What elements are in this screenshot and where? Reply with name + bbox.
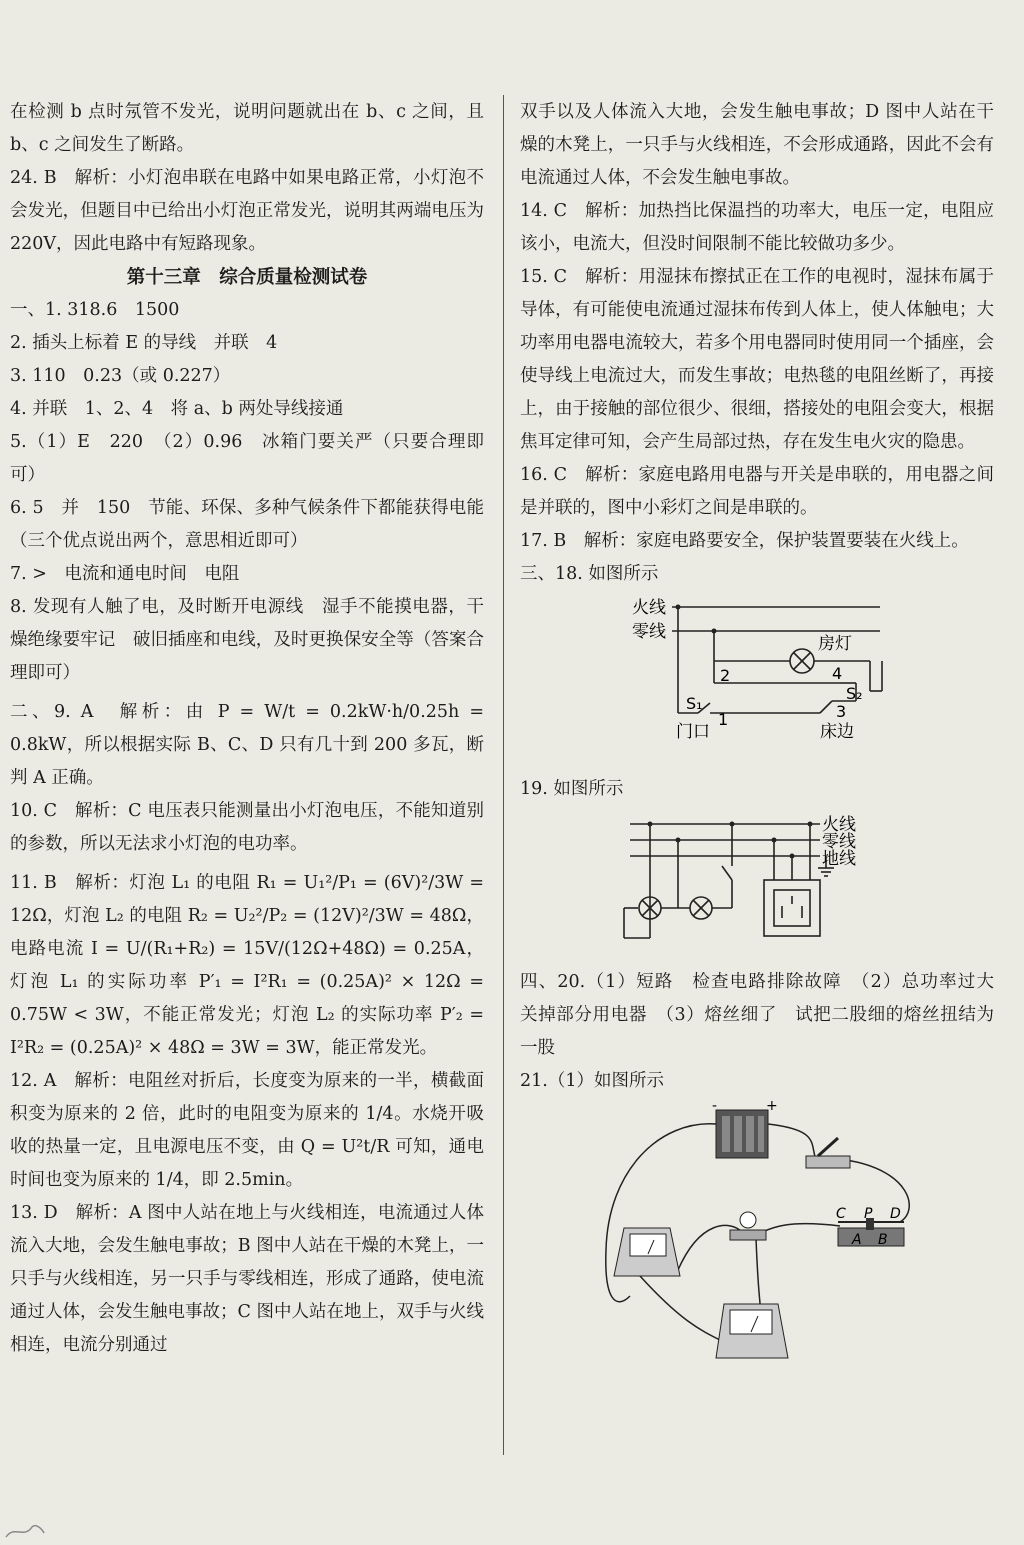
- bulb-icon: [730, 1212, 766, 1240]
- rheostat-p-label: P: [864, 1206, 873, 1222]
- paragraph: 12. A 解析：电阻丝对折后，长度变为原来的一半，横截面积变为原来的 2 倍，此时的电阻变为原来的 1/4。水烧开吸收的热量一定，且电源电压不变，由 Q = U²t/R 可知，通电时间也变为原来的 1/4，即 2.5min。: [10, 1071, 484, 1190]
- fig18-neutral-label: 零线: [632, 622, 666, 642]
- paragraph: 19. 如图所示: [520, 779, 624, 799]
- paragraph: 7. > 电流和通电时间 电阻: [10, 564, 240, 584]
- rheostat-d-label: D: [890, 1206, 901, 1222]
- paragraph: 6. 5 并 150 节能、环保、多种气候条件下都能获得电能（三个优点说出两个，意思相近即可）: [10, 498, 484, 551]
- paragraph: 11. B 解析：灯泡 L₁ 的电阻 R₁ = U₁²/P₁ = (6V)²/3W = 12Ω，灯泡 L₂ 的电阻 R₂ = U₂²/P₂ = (12V)²/3W = 48Ω，电路电流 I = U/(R₁+R₂) = 15V/(12Ω+48Ω) = 0.25A，灯泡 L₁ 的实际功率 P′₁ = I²R₁ = (0.25A)² × 12Ω = 0.75W < 3W，不能正常发光；灯泡 L₂ 的实际功率 P′₂ = I²R₂ = (0.25A)² × 48Ω = 3W = 3W，能正常发光。: [10, 873, 484, 1058]
- paragraph: 13. D 解析：A 图中人站在地上与火线相连，电流通过人体流入大地，会发生触电事故；B 图中人站在干燥的木凳上，一只手与火线相连，另一只手与零线相连，形成了通路，使电流通过人体，会发生触电事故；C 图中人站在地上，双手与火线相连，电流分别通过: [10, 1203, 484, 1355]
- fig19-neutral-label: 零线: [822, 832, 856, 852]
- rheostat-icon: [838, 1218, 904, 1246]
- figure-18-circuit: [520, 593, 994, 755]
- fig18-door-label: 门口: [676, 722, 710, 742]
- rheostat-a-label: A: [852, 1232, 862, 1248]
- rheostat-b-label: B: [878, 1232, 888, 1248]
- column-divider: [503, 95, 504, 1455]
- fig18-s2-label: S₂: [846, 684, 863, 703]
- right-column: [520, 96, 1012, 1376]
- paragraph: 5.（1）E 220 （2）0.96 冰箱门要关严（只要合理即可）: [10, 432, 484, 485]
- paragraph: 24. B 解析：小灯泡串联在电路中如果电路正常，小灯泡不会发光，但题目中已给出小灯泡正常发光，说明其两端电压为220V，因此电路中有短路现象。: [10, 168, 484, 254]
- paragraph: 3. 110 0.23（或 0.227）: [10, 366, 231, 386]
- paragraph: 15. C 解析：用湿抹布擦拭正在工作的电视时，湿抹布属于导体，有可能使电流通过湿抹布传到人体上，使人体触电；大功率用电器电流较大，若多个用电器同时使用同一个插座，会使导线上电流过大，而发生事故；电热毯的电阻丝断了，再接上，由于接触的部位很少、很细，搭接处的电阻会变大，根据焦耳定律可知，会产生局部过热，存在发生电火灾的隐患。: [520, 267, 994, 452]
- paragraph: 4. 并联 1、2、4 将 a、b 两处导线接通: [10, 399, 344, 419]
- figure-19-svg: [520, 808, 994, 948]
- paragraph: 2. 插头上标着 E 的导线 并联 4: [10, 333, 278, 353]
- paragraph: 10. C 解析：C 电压表只能测量出小灯泡电压，不能知道别的参数，所以无法求小灯泡的电功率。: [10, 801, 484, 854]
- figure-21-circuit: [520, 1100, 994, 1374]
- fig18-lamp-label: 房灯: [818, 634, 852, 654]
- fig19-fire-label: 火线: [822, 815, 856, 835]
- rheostat-c-label: C: [836, 1206, 846, 1222]
- figure-19-circuit: [520, 808, 994, 960]
- chapter-title: 第十三章 综合质量检测试卷: [126, 267, 368, 288]
- left-column: [10, 96, 484, 1362]
- ammeter-icon: [614, 1228, 680, 1276]
- paragraph: 一、1. 318.6 1500: [10, 300, 180, 320]
- battery-icon: [716, 1110, 768, 1158]
- fig18-num-3: 3: [836, 702, 847, 721]
- fig18-s1-label: S₁: [686, 694, 703, 713]
- paragraph: 17. B 解析：家庭电路要安全，保护装置要装在火线上。: [520, 531, 969, 551]
- paragraph: 14. C 解析：加热挡比保温挡的功率大，电压一定，电阻应该小，电流大，但没时间限制不能比较做功多少。: [520, 201, 994, 254]
- paragraph: 16. C 解析：家庭电路用电器与开关是串联的，用电器之间是并联的，图中小彩灯之间是串联的。: [520, 465, 994, 518]
- fig18-num-4: 4: [832, 664, 843, 683]
- voltmeter-icon: [716, 1304, 788, 1358]
- paragraph: 21.（1）如图所示: [520, 1071, 664, 1091]
- figure-18-svg: [520, 593, 994, 743]
- fig18-num-2: 2: [720, 666, 731, 685]
- page-corner-ornament-icon: [4, 1519, 46, 1541]
- fig18-num-1: 1: [718, 710, 729, 729]
- paragraph: 在检测 b 点时氖管不发光，说明问题就出在 b、c 之间，且 b、c 之间发生了断路。: [10, 102, 484, 155]
- fig19-ground-label: 地线: [822, 849, 856, 869]
- paragraph: 三、18. 如图所示: [520, 564, 659, 584]
- fig18-fire-label: 火线: [632, 598, 666, 618]
- paragraph: 四、20.（1）短路 检查电路排除故障 （2）总功率过大 关掉部分用电器 （3）熔丝细了 试把二股细的熔丝扭结为一股: [520, 972, 1012, 1058]
- paragraph: 二、9. A 解析：由 P = W/t = 0.2kW·h/0.25h = 0.8kW，所以根据实际 B、C、D 只有几十到 200 多瓦，断判 A 正确。: [10, 702, 484, 788]
- battery-plus-label: +: [766, 1100, 778, 1114]
- paragraph: 8. 发现有人触了电，及时断开电源线 湿手不能摸电器，干燥绝缘要牢记 破旧插座和电线，及时更换保安全等（答案合理即可）: [10, 597, 484, 683]
- fig18-bed-label: 床边: [820, 722, 854, 742]
- figure-21-svg: [520, 1100, 994, 1362]
- battery-minus-label: -: [712, 1100, 718, 1114]
- paragraph: 双手以及人体流入大地，会发生触电事故；D 图中人站在干燥的木凳上，一只手与火线相连，不会形成通路，因此不会有电流通过人体，不会发生触电事故。: [520, 102, 994, 188]
- switch-icon: [806, 1138, 850, 1168]
